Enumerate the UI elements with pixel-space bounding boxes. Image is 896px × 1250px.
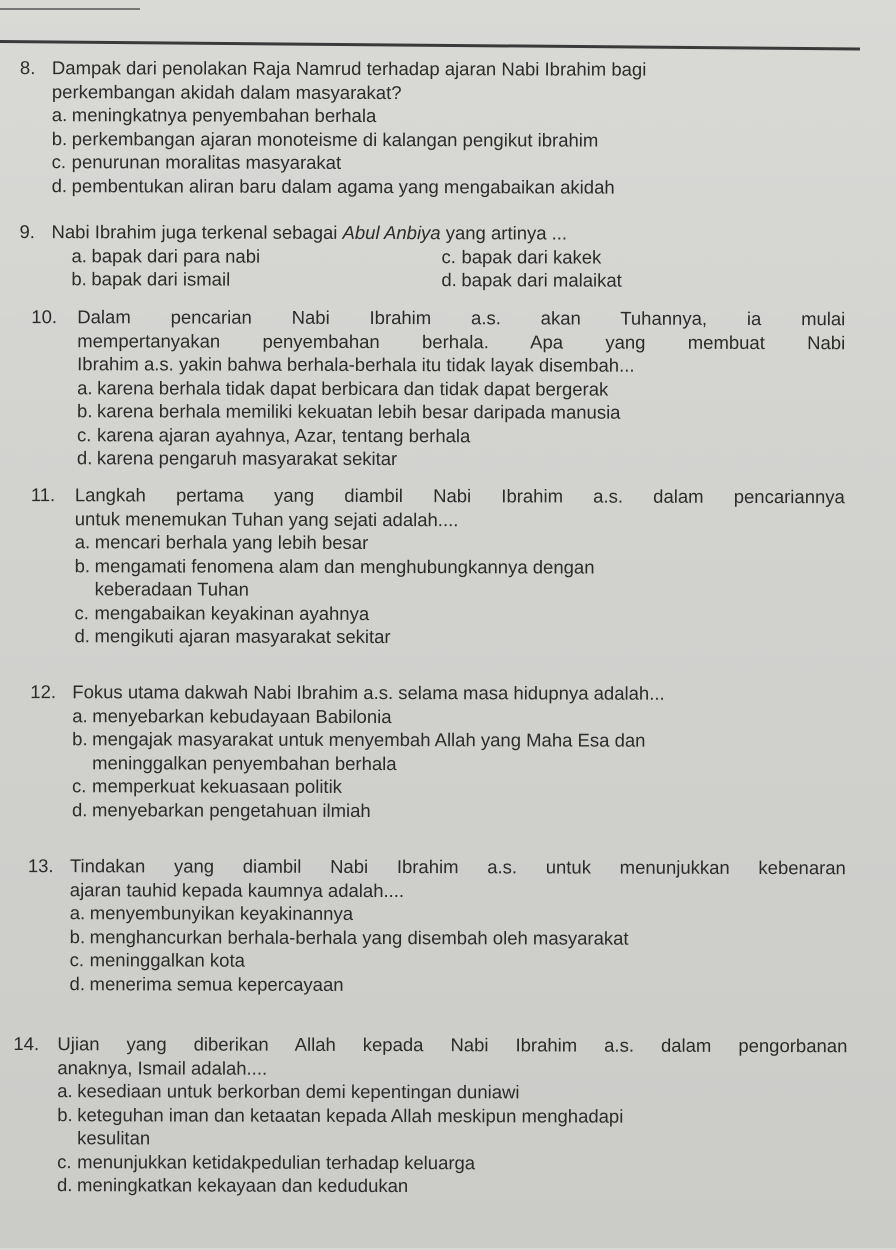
stem-text: Nabi Ibrahim juga terkenal sebagai — [51, 221, 343, 243]
option-letter: d. — [51, 174, 68, 196]
option-text: menerima semua kepercayaan — [89, 972, 344, 995]
option-d[interactable] — [70, 972, 846, 998]
stem-line: Ujian yang diberikan Allah kepada Nabi Ibrahim a.s. dalam pengorbanan — [57, 1033, 848, 1057]
option-letter: a. — [74, 531, 91, 553]
question-number: 14. — [13, 1033, 40, 1055]
option-b[interactable] — [70, 925, 846, 951]
stem-line: ajaran tauhid kepada kaumnya adalah.... — [69, 878, 405, 901]
worksheet — [0, 48, 896, 1250]
option-letter: b. — [57, 1103, 73, 1125]
question-number: 12. — [30, 681, 57, 703]
option-c[interactable] — [72, 774, 846, 800]
option-d[interactable] — [74, 624, 844, 650]
option-text-continued: keberadaan Tuhan — [94, 578, 249, 600]
question-stem — [72, 680, 846, 706]
stem-line: Langkah pertama yang diambil Nabi Ibrahim a.s. dalam pencariannya — [74, 484, 845, 508]
option-letter: d. — [441, 269, 457, 291]
option-c[interactable] — [70, 948, 846, 974]
question-10 — [31, 305, 846, 472]
option-b[interactable] — [77, 399, 845, 425]
option-text: menyembunyikan keyakinannya — [89, 902, 354, 924]
question-14 — [13, 1032, 848, 1199]
option-text: kesediaan untuk berkorban demi kepentingan duniawi — [77, 1080, 520, 1103]
option-letter: b. — [74, 554, 91, 576]
option-a[interactable] — [71, 244, 441, 268]
option-letter: d. — [74, 625, 90, 647]
question-stem — [70, 854, 846, 903]
question-stem — [77, 305, 845, 378]
option-text: meningkatnya penyembahan berhala — [71, 104, 377, 126]
option-letter: c. — [441, 245, 456, 267]
option-b[interactable] — [71, 267, 441, 291]
option-letter: d. — [76, 447, 93, 469]
question-stem — [52, 56, 852, 105]
option-text: mengabaikan keyakinan ayahnya — [94, 601, 370, 624]
question-number: 8. — [19, 57, 36, 79]
stem-line: anaknya, Ismail adalah.... — [57, 1056, 268, 1079]
stem-line: untuk menemukan Tuhan yang sejati adalah.... — [74, 507, 459, 530]
stem-line: Dalam pencarian Nabi Ibrahim a.s. akan Tuhannya, ia mulai — [77, 306, 846, 330]
option-text: karena ajaran ayahnya, Azar, tentang berhala — [96, 423, 471, 446]
option-text: menyebarkan kebudayaan Babilonia — [92, 704, 392, 727]
option-a[interactable] — [77, 376, 845, 402]
stem-line: Tindakan yang diambil Nabi Ibrahim a.s. untuk menunjukkan kebenaran — [69, 855, 846, 879]
option-letter: a. — [77, 376, 93, 398]
option-text: bapak dari para nabi — [91, 244, 261, 267]
option-letter: c. — [57, 1150, 72, 1172]
option-a[interactable] — [75, 530, 845, 556]
option-letter: a. — [69, 902, 86, 924]
option-d[interactable] — [57, 1173, 847, 1199]
stem-line: perkembangan akidah dalam masyarakat? — [51, 80, 402, 103]
option-a[interactable] — [72, 704, 846, 730]
option-text: mencari berhala yang lebih besar — [94, 531, 369, 553]
question-number: 11. — [30, 484, 56, 506]
option-letter: c. — [74, 601, 89, 623]
option-text: karena berhala tidak dapat berbicara dan tidak dapat bergerak — [97, 376, 609, 400]
option-letter: b. — [72, 728, 88, 750]
stem-line: mempertanyakan penyembahan berhala. Apa yang membuat Nabi — [77, 329, 846, 353]
option-text: memperkuat kekuasaan politik — [92, 775, 342, 797]
question-9 — [19, 220, 851, 293]
question-stem — [57, 1032, 847, 1081]
option-letter: b. — [51, 127, 68, 149]
option-text: bapak dari kakek — [461, 245, 602, 268]
option-text: karena pengaruh masyarakat sekitar — [96, 447, 398, 470]
option-a[interactable] — [57, 1079, 847, 1105]
option-text: meningkatkan kekayaan dan kedudukan — [76, 1174, 409, 1197]
option-letter: b. — [69, 925, 86, 947]
option-text: menghancurkan berhala-berhala yang disembah oleh masyarakat — [89, 925, 629, 949]
question-stem — [51, 220, 851, 246]
option-letter: d. — [69, 972, 86, 994]
stem-text: yang artinya ... — [440, 222, 568, 244]
option-d[interactable] — [77, 446, 845, 472]
option-b[interactable] — [72, 727, 846, 776]
option-c[interactable] — [77, 423, 845, 449]
option-text: meninggalkan kota — [89, 949, 245, 971]
stem-line — [51, 220, 851, 246]
option-letter: a. — [51, 104, 68, 126]
option-text: penurunan moralitas masyarakat — [71, 151, 342, 173]
option-text: keteguhan iman dan ketaatan kepada Allah meskipun menghadapi — [77, 1103, 624, 1127]
option-text: mengikuti ajaran masyarakat sekitar — [94, 625, 391, 648]
stem-line: Fokus utama dakwah Nabi Ibrahim a.s. selama masa hidupnya adalah... — [72, 681, 665, 704]
option-text: pembentukan aliran baru dalam agama yang mengabaikan akidah — [71, 174, 615, 198]
option-b[interactable] — [57, 1103, 847, 1152]
question-11 — [30, 483, 845, 650]
option-text-continued: meninggalkan penyembahan berhala — [92, 751, 397, 774]
option-letter: c. — [72, 775, 87, 797]
option-letter: c. — [51, 151, 67, 173]
question-13 — [27, 854, 846, 997]
option-letter: c. — [69, 949, 85, 971]
option-c[interactable] — [74, 601, 844, 627]
option-d[interactable] — [441, 268, 741, 292]
option-b[interactable] — [75, 554, 845, 603]
question-number: 9. — [19, 221, 35, 243]
option-letter: a. — [71, 244, 87, 266]
option-c[interactable] — [57, 1150, 847, 1176]
option-text: menyebarkan pengetahuan ilmiah — [91, 798, 371, 821]
option-letter: c. — [76, 423, 92, 445]
option-d[interactable] — [72, 798, 846, 824]
option-d[interactable] — [52, 174, 852, 200]
option-b[interactable] — [52, 127, 852, 153]
option-text: perkembangan ajaran monoteisme di kalangan pengikut ibrahim — [71, 127, 599, 151]
option-letter: b. — [71, 268, 87, 290]
option-text: karena berhala memiliki kekuatan lebih besar daripada manusia — [97, 400, 621, 423]
stem-italic-term: Abul Anbiya — [342, 221, 441, 244]
option-letter: a. — [72, 704, 88, 726]
question-8 — [19, 56, 852, 199]
option-text: bapak dari malaikat — [461, 269, 622, 291]
question-stem — [75, 483, 845, 532]
question-number: 13. — [27, 855, 54, 877]
option-text: bapak dari ismail — [91, 268, 231, 290]
option-text-continued: kesulitan — [77, 1127, 151, 1149]
option-c[interactable] — [441, 245, 741, 269]
option-letter: d. — [56, 1174, 73, 1196]
option-letter: a. — [57, 1080, 73, 1102]
option-letter: b. — [77, 400, 93, 422]
option-text: mengajak masyarakat untuk menyembah Allah yang Maha Esa dan — [92, 728, 646, 751]
stem-line: Ibrahim a.s. yakin bahwa berhala-berhala itu tidak layak disembah... — [77, 353, 635, 376]
option-text: mengamati fenomena alam dan menghubungkannya dengan — [94, 554, 595, 578]
option-a[interactable] — [52, 103, 852, 129]
top-edge-line — [0, 8, 140, 10]
option-c[interactable] — [52, 150, 852, 176]
option-letter: d. — [71, 798, 88, 820]
question-12 — [30, 680, 846, 823]
stem-line: Dampak dari penolakan Raja Namrud terhadap ajaran Nabi Ibrahim bagi — [51, 57, 647, 80]
question-number: 10. — [31, 306, 58, 328]
option-text: menunjukkan ketidakpedulian terhadap keluarga — [77, 1150, 476, 1173]
option-a[interactable] — [70, 901, 846, 927]
